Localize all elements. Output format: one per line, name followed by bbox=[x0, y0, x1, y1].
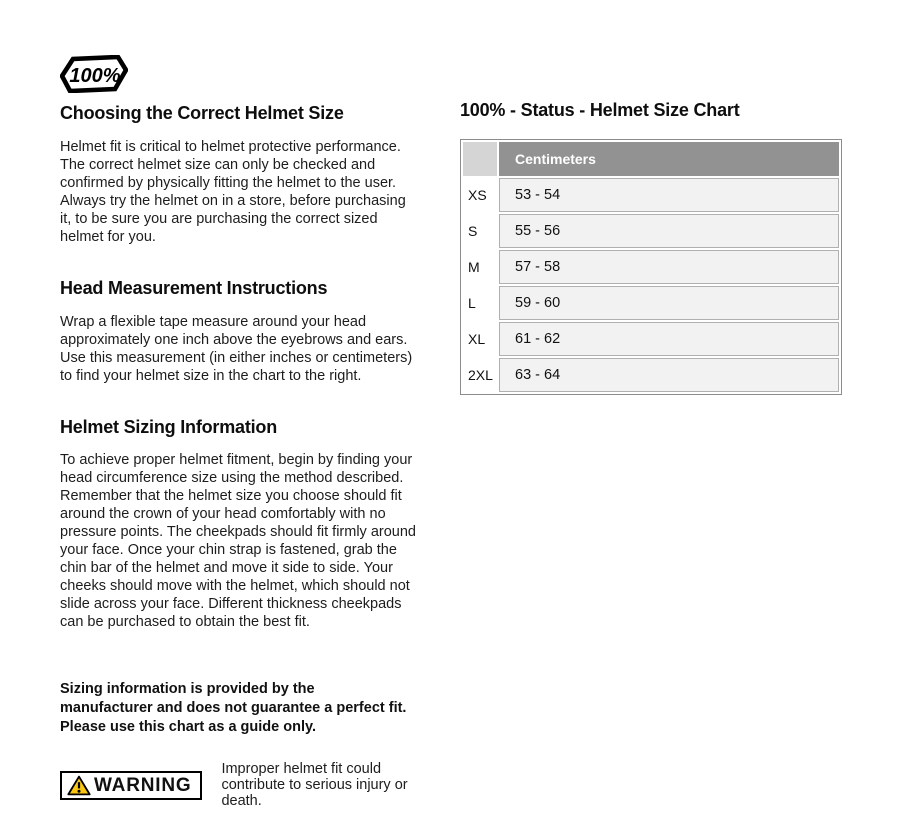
cm-value: 55 - 56 bbox=[499, 214, 839, 248]
warning-box bbox=[60, 771, 202, 800]
helmet-size-table bbox=[460, 139, 842, 395]
table-row bbox=[463, 286, 839, 320]
size-label: XS bbox=[463, 178, 497, 212]
table-header-centimeters: Centimeters bbox=[499, 142, 839, 176]
size-label: 2XL bbox=[463, 358, 497, 392]
body-head-measurement: Wrap a flexible tape measure around your head approximately one inch above the eyebrows and ears. Use this measurement (in either inches or centimeters) to find your helmet size in the chart to the right. bbox=[60, 313, 413, 384]
logo-text: 100% bbox=[69, 65, 121, 87]
table-row bbox=[463, 358, 839, 392]
table-corner-cell bbox=[463, 142, 497, 176]
brand-logo-icon bbox=[60, 55, 128, 93]
table-header-row bbox=[463, 142, 839, 176]
size-label: M bbox=[463, 250, 497, 284]
heading-head-measurement: Head Measurement Instructions bbox=[60, 277, 328, 298]
table-row bbox=[463, 322, 839, 356]
heading-choosing-helmet-size: Choosing the Correct Helmet Size bbox=[60, 103, 344, 123]
cm-value: 63 - 64 bbox=[499, 358, 839, 392]
size-label: L bbox=[463, 286, 497, 320]
manufacturer-disclaimer: Sizing information is provided by the manufacturer and does not guarantee a perfect fit. Please use this chart as a guide only. bbox=[60, 681, 407, 736]
cm-value: 61 - 62 bbox=[499, 322, 839, 356]
size-chart-title: 100% - Status - Helmet Size Chart bbox=[460, 100, 740, 120]
cm-value: 57 - 58 bbox=[499, 250, 839, 284]
brand-logo-100percent bbox=[60, 55, 128, 93]
size-label: S bbox=[463, 214, 497, 248]
cm-value: 59 - 60 bbox=[499, 286, 839, 320]
heading-helmet-sizing-info: Helmet Sizing Information bbox=[60, 416, 278, 437]
body-helmet-sizing-info: To achieve proper helmet fitment, begin by finding your head circumference size using the method described. Remember that the helmet size you choose should fit around the crown of your head comfortably with no pressure points. The cheekpads should fit firmly around your face. Once your chin strap is fastened, grab the chin bar of the helmet and move it side to side. Your cheeks should move with the helmet, which should not slide across your face. Different thickness cheekpads can be purchased to obtain the best fit. bbox=[60, 452, 416, 631]
warning-banner bbox=[60, 761, 422, 809]
body-choosing-helmet-size: Helmet fit is critical to helmet protective performance. The correct helmet size can only be checked and confirmed by physically fitting the helmet to the user. Always try the helmet on in a store, before purchasing it, to be sure you are purchasing the correct sized helmet for you. bbox=[60, 138, 406, 245]
warning-message: Improper helmet fit could contribute to serious injury or death. bbox=[221, 761, 408, 810]
size-label: XL bbox=[463, 322, 497, 356]
warning-triangle-icon bbox=[67, 775, 91, 796]
table-row bbox=[463, 178, 839, 212]
sizing-guide-column bbox=[60, 55, 422, 809]
table-row bbox=[463, 214, 839, 248]
warning-label: WARNING bbox=[94, 774, 192, 796]
size-chart-column bbox=[460, 101, 842, 395]
cm-value: 53 - 54 bbox=[499, 178, 839, 212]
table-row bbox=[463, 250, 839, 284]
